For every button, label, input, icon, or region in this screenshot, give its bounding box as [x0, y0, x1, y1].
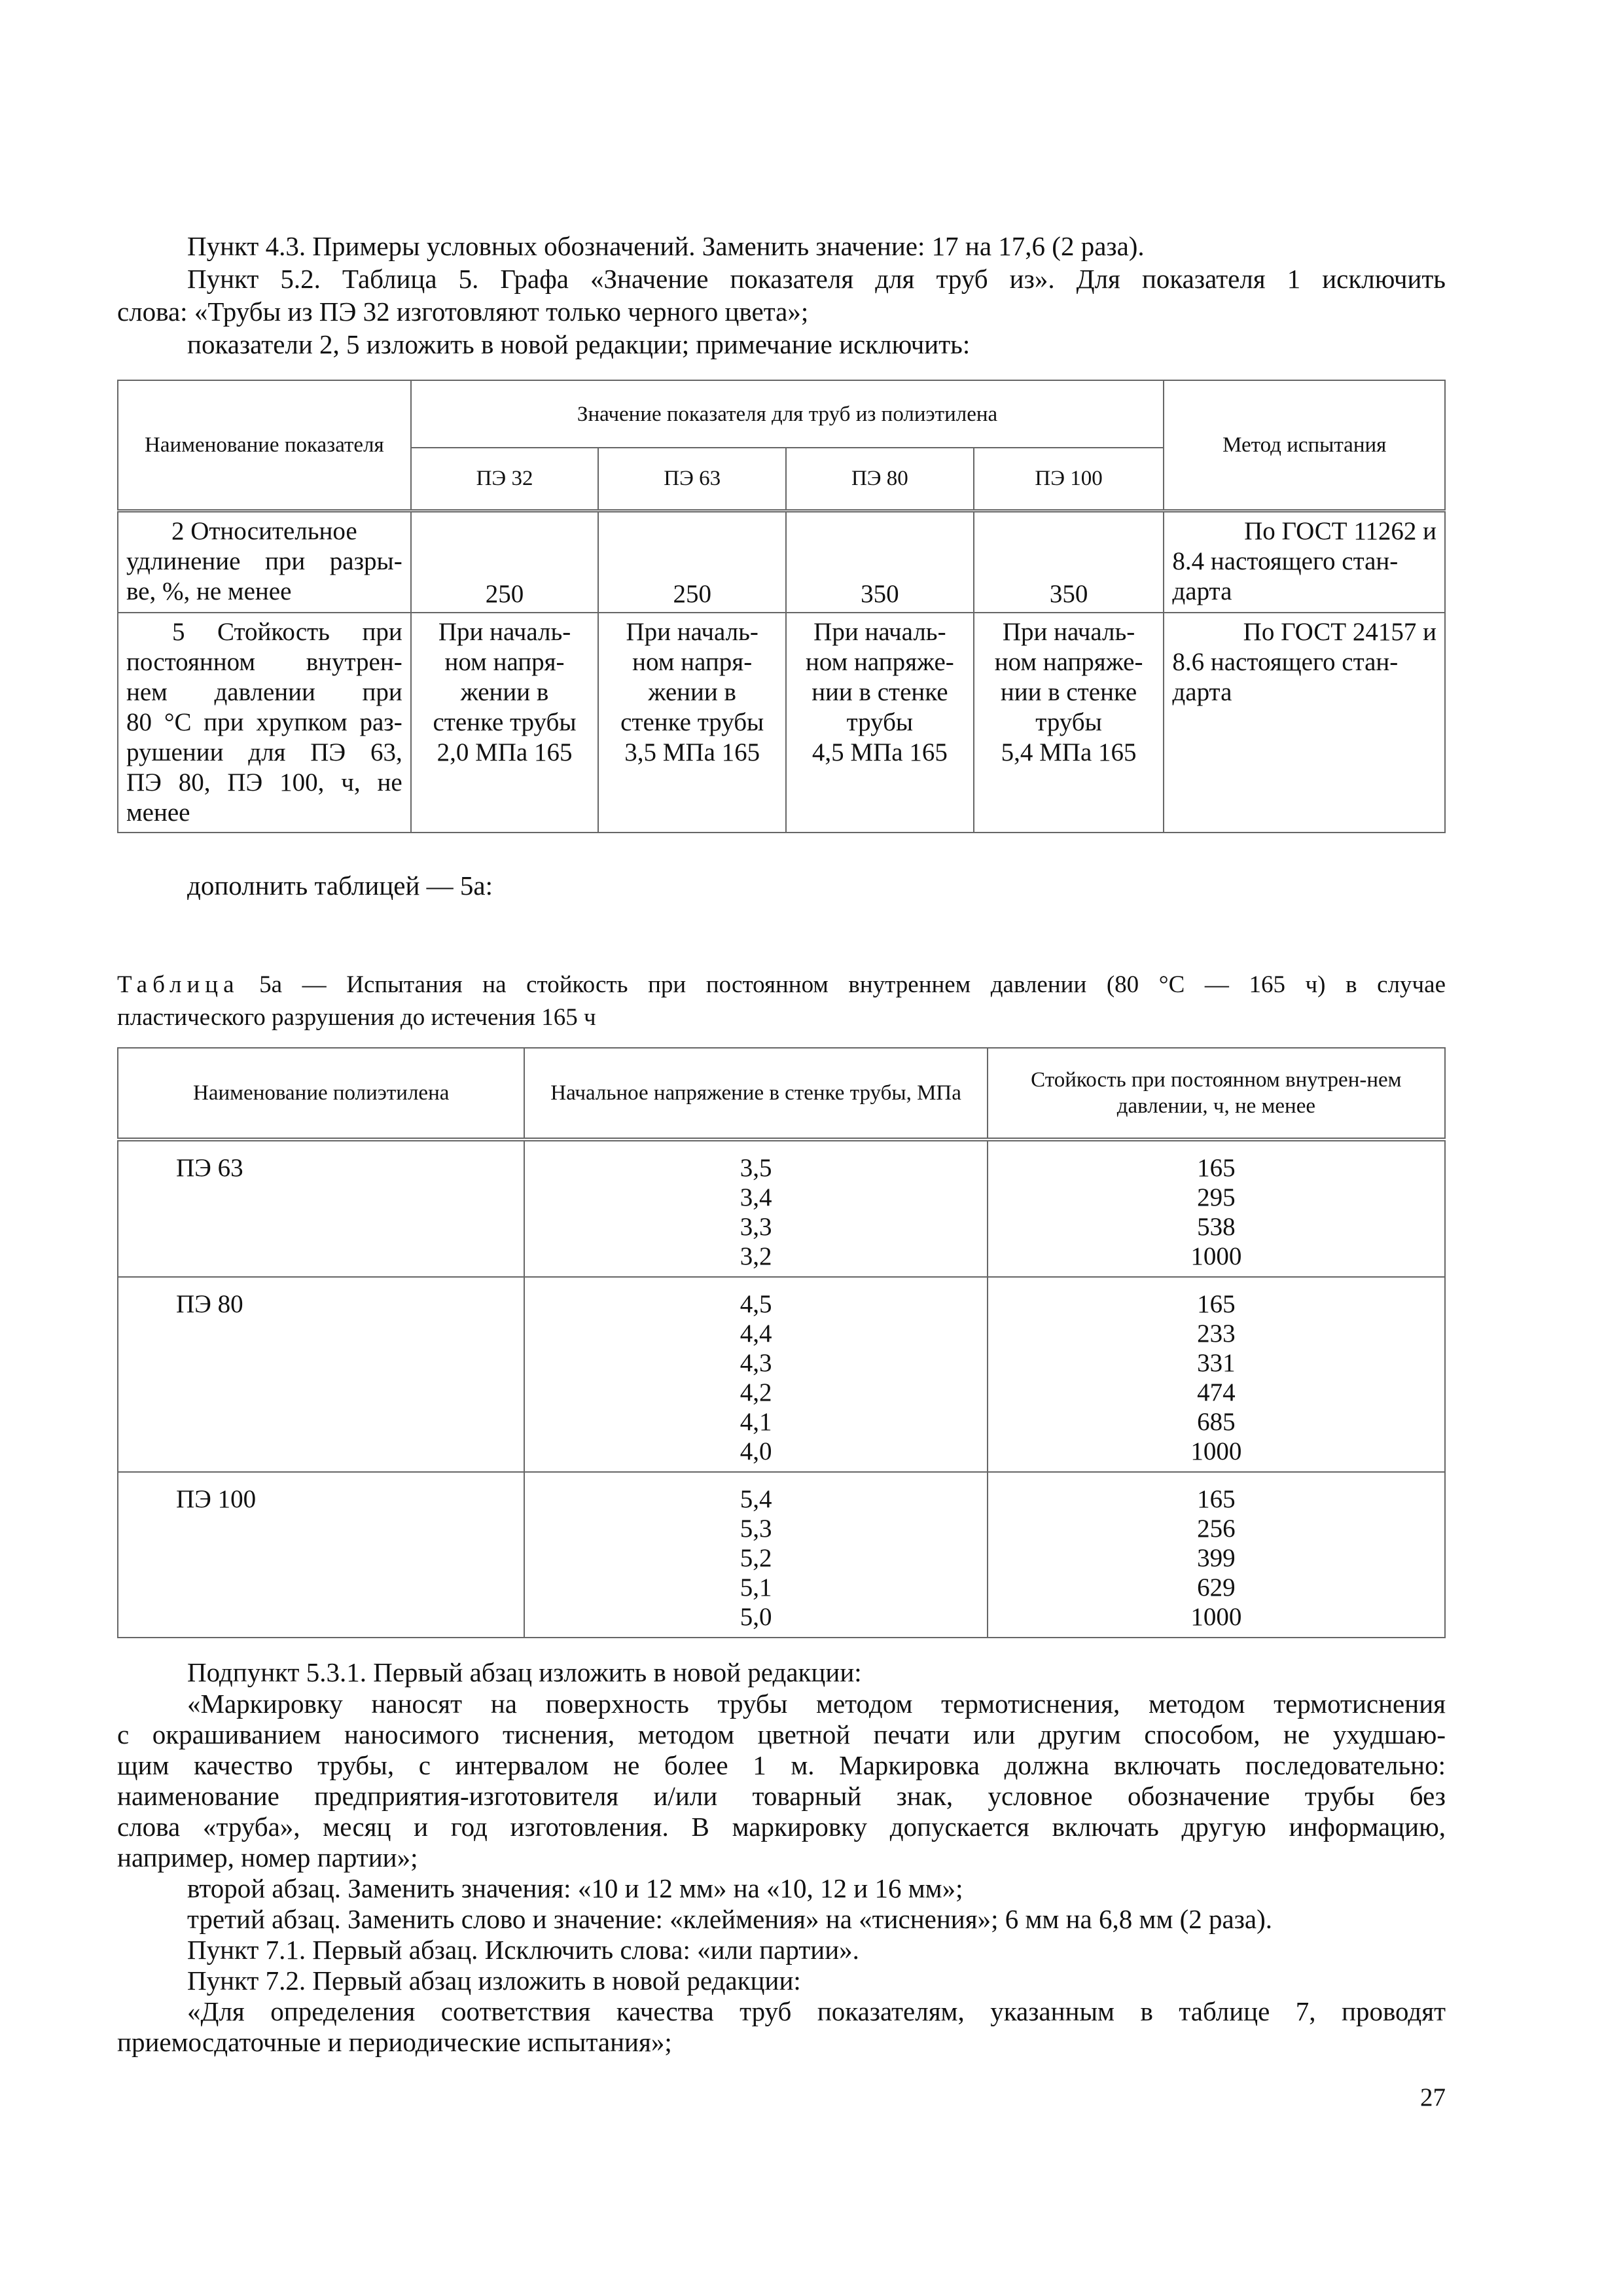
row-2-method: По ГОСТ 11262 и 8.4 настоящего стан- дарта — [1164, 511, 1445, 613]
row-5-value-pe100: При началь- ном напряже- нии в стенке трубы 5,4 МПа 165 — [974, 613, 1164, 833]
body-paragraph-5: Пункт 7.2. Первый абзац изложить в новой редакции: — [187, 1965, 801, 1996]
row-name: ПЭ 100 — [118, 1472, 524, 1638]
header-resistance: Стойкость при постоянном внутрен-нем давлении, ч, не менее — [988, 1048, 1445, 1139]
header-pe-80: ПЭ 80 — [786, 448, 974, 511]
quote-line-6: например, номер партии»; — [117, 1842, 418, 1873]
header-pe-63: ПЭ 63 — [598, 448, 786, 511]
body-paragraph-1: Подпункт 5.3.1. Первый абзац изложить в новой редакции: — [187, 1657, 862, 1687]
quote-line-3: щим качество трубы, с интервалом не более 1 м. Маркировка должна включать последовательно: — [117, 1750, 1446, 1780]
row-stress-values: 3,5 3,4 3,3 3,2 — [524, 1139, 987, 1277]
header-method: Метод испытания — [1164, 380, 1445, 511]
intro-paragraph-1: Пункт 4.3. Примеры условных обозначений. Заменить значение: 17 на 17,6 (2 раза). — [187, 231, 1145, 261]
header-value-group: Значение показателя для труб из полиэтилена — [411, 380, 1164, 448]
row-5-method: По ГОСТ 24157 и 8.6 настоящего стан- дарта — [1164, 613, 1445, 833]
body-paragraph-3: третий абзац. Заменить слово и значение: «клеймения» на «тиснения»; 6 мм на 6,8 мм (2 раза). — [187, 1904, 1273, 1934]
row-2-value-pe100: 350 — [974, 511, 1164, 613]
body-paragraph-2: второй абзац. Заменить значения: «10 и 12 мм» на «10, 12 и 16 мм»; — [187, 1873, 963, 1903]
quote-line-1: «Маркировку наносят на поверхность трубы методом термотиснения, методом термотиснения — [187, 1689, 1446, 1719]
body-paragraph-4: Пункт 7.1. Первый абзац. Исключить слова: «или партии». — [187, 1935, 859, 1965]
row-hours-values: 165 295 538 1000 — [988, 1139, 1445, 1277]
table-row — [118, 1139, 1445, 1277]
row-hours-values: 165 256 399 629 1000 — [988, 1472, 1445, 1638]
quote-line-4: наименование предприятия-изготовителя и/или товарный знак, условное обозначение трубы без — [117, 1781, 1446, 1811]
table-caption-word: Таблица — [117, 971, 240, 998]
quote-line-2: с окрашиванием наносимого тиснения, методом цветной печати или другим способом, не ухудшаю- — [117, 1719, 1446, 1749]
row-5-value-pe32: При началь- ном напря- жении в стенке трубы 2,0 МПа 165 — [411, 613, 599, 833]
intro-paragraph-2-line-2: слова: «Трубы из ПЭ 32 изготовляют только черного цвета»; — [117, 296, 809, 327]
row-stress-values: 4,5 4,4 4,3 4,2 4,1 4,0 — [524, 1277, 987, 1472]
header-pe-32: ПЭ 32 — [411, 448, 599, 511]
body-paragraph-6-line-2: приемосдаточные и периодические испытания»; — [117, 2027, 672, 2057]
table-5-amendment — [117, 380, 1446, 833]
supplement-text: дополнить таблицей — 5а: — [187, 870, 493, 901]
header-pe-100: ПЭ 100 — [974, 448, 1164, 511]
table-5a-caption-line-2: пластического разрушения до истечения 165 ч — [117, 1004, 596, 1031]
table-row — [118, 1472, 1445, 1638]
header-polyethylene: Наименование полиэтилена — [118, 1048, 524, 1139]
page-number: 27 — [1420, 2083, 1446, 2111]
header-initial-stress: Начальное напряжение в стенке трубы, МПа — [524, 1048, 987, 1139]
row-2-value-pe63: 250 — [598, 511, 786, 613]
intro-paragraph-2-line-1: Пункт 5.2. Таблица 5. Графа «Значение показателя для труб из». Для показателя 1 исключить — [187, 264, 1446, 294]
row-hours-values: 165 233 331 474 685 1000 — [988, 1277, 1445, 1472]
row-2-name: 2 Относительное удлинение при разры- ве, %, не менее — [118, 511, 411, 613]
table-5a-caption-line-1: Таблица 5а — Испытания на стойкость при постоянном внутреннем давлении (80 °С — 165 ч) в случае — [117, 971, 1446, 998]
row-name: ПЭ 63 — [118, 1139, 524, 1277]
table-row — [118, 511, 1445, 613]
row-name: ПЭ 80 — [118, 1277, 524, 1472]
table-row — [118, 1277, 1445, 1472]
row-2-value-pe32: 250 — [411, 511, 599, 613]
row-5-name: 5 Стойкость при постоянном внутрен- нем давлении при 80 °С при хрупком раз- рушении для ПЭ 63, ПЭ 80, ПЭ 100, ч, не менее — [118, 613, 411, 833]
header-name: Наименование показателя — [118, 380, 411, 511]
intro-paragraph-3: показатели 2, 5 изложить в новой редакции; примечание исключить: — [187, 329, 971, 359]
body-paragraph-6-line-1: «Для определения соответствия качества труб показателям, указанным в таблице 7, проводят — [187, 1996, 1446, 2026]
row-2-value-pe80: 350 — [786, 511, 974, 613]
row-5-value-pe63: При началь- ном напря- жении в стенке трубы 3,5 МПа 165 — [598, 613, 786, 833]
table-5a — [117, 1047, 1446, 1638]
table-row — [118, 613, 1445, 833]
row-5-value-pe80: При началь- ном напряже- нии в стенке трубы 4,5 МПа 165 — [786, 613, 974, 833]
row-stress-values: 5,4 5,3 5,2 5,1 5,0 — [524, 1472, 987, 1638]
quote-line-5: слова «труба», месяц и год изготовления. В маркировку допускается включать другую информацию, — [117, 1812, 1446, 1842]
